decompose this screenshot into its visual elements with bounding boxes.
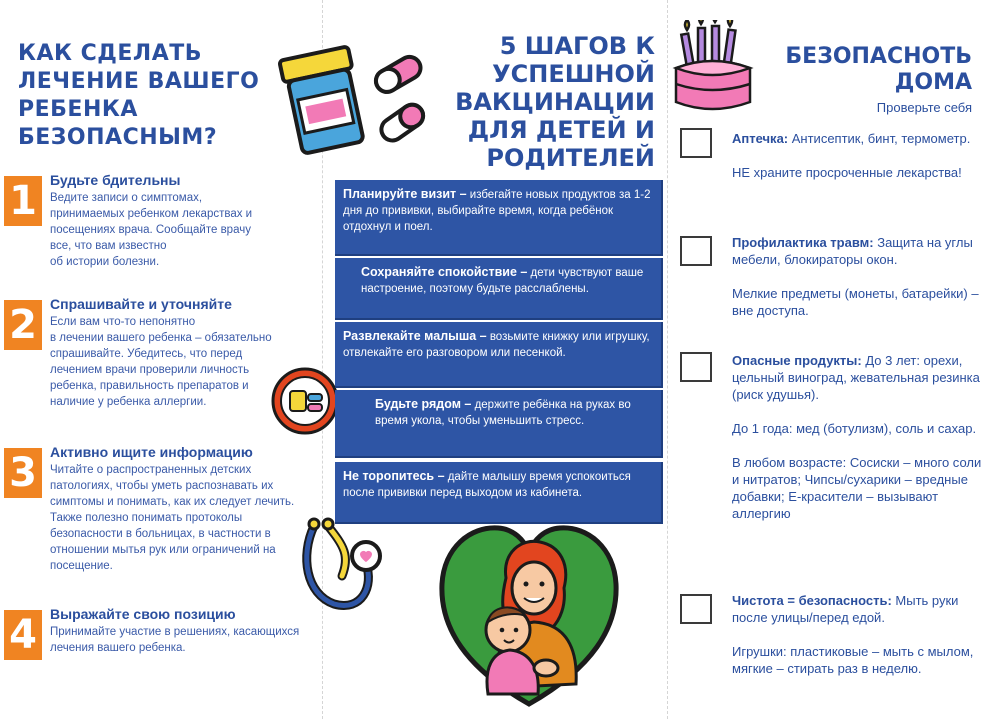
vaccination-step-title: Сохраняйте спокойствие – [361, 265, 528, 279]
column2-title: 5 ШАГОВ К УСПЕШНОЙ ВАКЦИНАЦИИ ДЛЯ ДЕТЕЙ И РОДИТЕЛЕЙ [455, 32, 655, 172]
vaccination-step-title: Не торопитесь – [343, 469, 445, 483]
section-text: До 3 лет: орехи, цельный виноград, жевательная резинка (риск удушья). [732, 353, 980, 402]
vaccination-step-title: Планируйте визит – [343, 187, 467, 201]
step-body [50, 190, 315, 270]
step-line: принимаемых ребенком лекарствах и [50, 208, 253, 220]
vaccination-step-text: избегайте новых продуктов за 1-2 дня до прививки, выбирайте время, когда ребёнок отдохнул и поел. [343, 189, 651, 233]
step-title: Будьте бдительны [50, 172, 181, 188]
vaccination-step-title: Развлекайте малыша – [343, 329, 487, 343]
step-line: отношении мытья рук или ограничений на [50, 544, 276, 556]
vaccination-step-5 [335, 462, 663, 524]
section-heading: Аптечка: [732, 131, 789, 146]
column1-title: КАК СДЕЛАТЬ ЛЕЧЕНИЕ ВАШЕГО РЕБЕНКА БЕЗОПАСНЫМ? [18, 41, 260, 150]
step-body [50, 462, 315, 574]
step-line: Принимайте участие в решениях, касающихся [50, 626, 300, 638]
checkbox-injury-prevention[interactable] [680, 236, 712, 266]
step-line: симптомы и понимать, как их следует лечить. [50, 496, 295, 508]
vaccination-step-text: держите ребёнка на руках во время укола, чтобы уменьшить стресс. [375, 399, 631, 427]
section-text: В любом возрасте: Сосиски – много соли и нитратов; Чипсы/сухарики – вредные добавки; Е-красители – вызывают аллергию [732, 455, 982, 521]
step-number: 4 [4, 610, 42, 660]
safety-section-first-aid [732, 130, 982, 198]
vaccination-step-text: дети чувствуют ваше настроение, поэтому будьте расслаблены. [361, 267, 644, 295]
step-line: безопасности в больницах, в частности в [50, 528, 271, 540]
step-line: об истории болезни. [50, 256, 160, 268]
birthday-cake-icon [670, 20, 756, 116]
step-line: лечением врачи проверили личность [50, 364, 250, 376]
step-line: ребенка, правильность препаратов и [50, 380, 249, 392]
vaccination-step-3 [335, 322, 663, 388]
vaccination-step-title: Будьте рядом – [375, 397, 472, 411]
step-title: Спрашивайте и уточняйте [50, 296, 232, 312]
section-text: Защита на углы мебели, блокираторы окон. [732, 235, 973, 267]
step-line: наличие у ребенка аллергии. [50, 396, 207, 408]
vaccination-step-text: дайте малышу время успокоиться после прививки перед выходом из кабинета. [343, 471, 631, 499]
pills-badge-icon [270, 366, 340, 436]
step-title: Активно ищите информацию [50, 444, 253, 460]
section-text: Мыть руки после улицы/перед едой. [732, 593, 959, 625]
section-text: Игрушки: пластиковые – мыть с мылом, мягкие – стирать раз в неделю. [732, 644, 974, 676]
step-line: Читайте о распространенных детских [50, 464, 252, 476]
vaccination-step-text: возьмите книжку или игрушку, отвлекайте его разговором или песенкой. [343, 331, 650, 359]
column3-title: БЕЗОПАСНОТЬ ДОМА [785, 44, 972, 95]
step-number: 3 [4, 448, 42, 498]
section-text: До 1 года: мед (ботулизм), соль и сахар. [732, 421, 977, 436]
checkbox-first-aid[interactable] [680, 128, 712, 158]
step-line: патологиях, чтобы уметь распознавать их [50, 480, 274, 492]
safety-section-cleanliness [732, 592, 982, 694]
step-number: 2 [4, 300, 42, 350]
column3-subtitle: Проверьте себя [876, 100, 972, 115]
step-line: спрашивайте. Убедитесь, что перед [50, 348, 243, 360]
section-heading: Профилактика травм: [732, 235, 874, 250]
step-line: лечения вашего ребенка. [50, 642, 186, 654]
safety-section-dangerous-foods [732, 352, 982, 539]
vaccination-step-2 [335, 258, 663, 320]
section-text: Мелкие предметы (монеты, батарейки) – вне доступа. [732, 286, 979, 318]
step-line: посещение. [50, 560, 113, 572]
mother-child-heart-icon [436, 518, 622, 710]
step-line: Если вам что-то непонятно [50, 316, 196, 328]
checkbox-dangerous-foods[interactable] [680, 352, 712, 382]
vaccination-step-4 [335, 390, 663, 458]
stethoscope-icon [292, 516, 392, 626]
step-line: в лечении вашего ребенка – обязательно [50, 332, 272, 344]
step-line: Ведите записи о симптомах, [50, 192, 203, 204]
step-line: Также полезно понимать протоколы [50, 512, 243, 524]
checkbox-cleanliness[interactable] [680, 594, 712, 624]
step-body [50, 624, 315, 656]
section-heading: Чистота = безопасность: [732, 593, 892, 608]
section-heading: Опасные продукты: [732, 353, 862, 368]
vaccination-step-1 [335, 180, 663, 256]
section-text: Антисептик, бинт, термометр. [788, 131, 971, 146]
step-number: 1 [4, 176, 42, 226]
column-divider [667, 0, 669, 719]
step-line: все, что вам известно [50, 240, 167, 252]
step-line: посещениях врача. Сообщайте врачу [50, 224, 251, 236]
safety-section-injury-prevention [732, 234, 982, 336]
section-text: НЕ храните просроченные лекарства! [732, 165, 962, 180]
step-title: Выражайте свою позицию [50, 606, 236, 622]
